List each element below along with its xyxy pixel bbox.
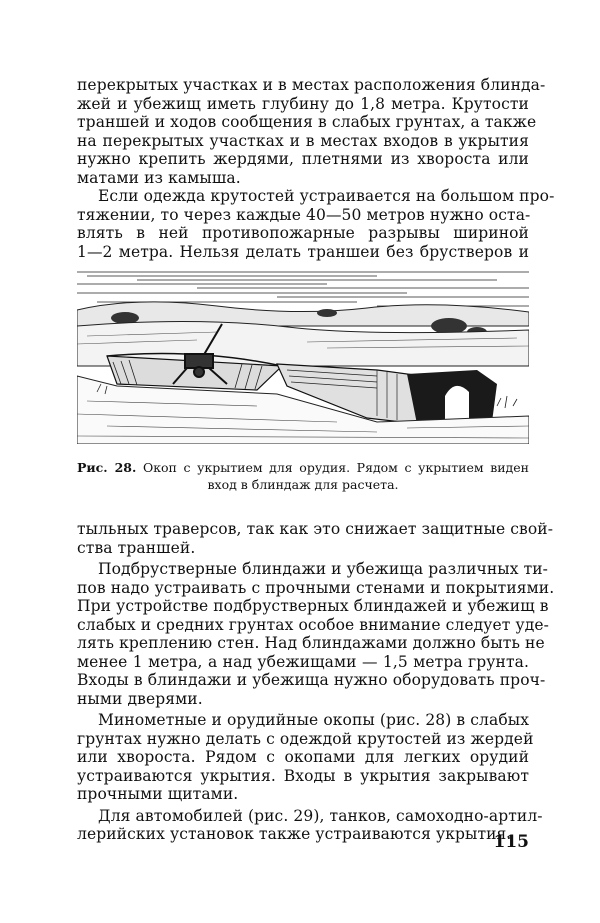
text-line: пов надо устраивать с прочными стенами и покрытиями. (77, 578, 555, 597)
text-line: матами из камыша. (77, 168, 241, 187)
text-line: на перекрытых участках и в местах входов в укрытия (77, 131, 529, 150)
text-line: Подбрустверные блиндажи и убежища различных ти- (98, 560, 549, 578)
text-line: прочными щитами. (77, 785, 239, 803)
text-line: При устройстве подбрустверных блиндажей и убежищ в (77, 597, 549, 615)
text-line: ства траншей. (77, 538, 196, 557)
text-line: менее 1 метра, а над убежищами — 1,5 метра грунта. (77, 652, 529, 671)
text-line: перекрытых участках и в местах расположения блинда- (77, 76, 546, 94)
caption-line-2: вход в блиндаж для расчета. (207, 477, 399, 492)
text-line: лерийских установок также устраиваются укрытия. (77, 825, 512, 843)
text-line: или хвороста. Рядом с окопами для легких орудий (77, 748, 529, 766)
text-line: тыльных траверсов, так как это снижает защитные свой- (77, 520, 554, 538)
page-number: 115 (493, 832, 529, 852)
top-text-block (77, 76, 555, 261)
text-line: Если одежда крутостей устраивается на большом про- (98, 187, 555, 205)
text-line: жей и убежищ иметь глубину до 1,8 метра. Крутости (77, 94, 529, 113)
text-line: Входы в блиндажи и убежища нужно оборудовать проч- (77, 671, 546, 689)
caption-line-1 (77, 459, 529, 476)
figure-caption (77, 459, 529, 493)
text-line: грунтах нужно делать с одеждой крутостей из жердей (77, 729, 534, 748)
text-line: 1—2 метра. Нельзя делать траншеи без брустверов и (77, 242, 529, 261)
text-line: Для автомобилей (рис. 29), танков, самоходно-артил- (98, 806, 543, 825)
bottom-text-block (77, 520, 555, 844)
caption-text-1: Окоп с укрытием для орудия. Рядом с укрытием виден (142, 460, 529, 475)
text-line: тяжении, то через каждые 40—50 метров нужно оста- (77, 205, 531, 224)
text-line: устраиваются укрытия. Входы в укрытия закрывают (77, 766, 529, 785)
text-line: ными дверями. (77, 689, 203, 708)
figure-label: Рис. 28. (77, 460, 137, 475)
text-line: лять креплению стен. Над блиндажами должно быть не (77, 634, 545, 652)
figure-illustration (77, 266, 529, 444)
text-line: траншей и ходов сообщения в слабых грунтах, а также (77, 113, 537, 131)
text-line: Минометные и орудийные окопы (рис. 28) в слабых (98, 711, 530, 729)
text-line: слабых и средних грунтах особое внимание следует уде- (77, 615, 549, 634)
text-line: нужно крепить жердями, плетнями из хвороста или (77, 150, 529, 168)
text-line: влять в ней противопожарные разрывы шириной (77, 224, 529, 242)
gun-emplacement-illustration (77, 266, 529, 444)
